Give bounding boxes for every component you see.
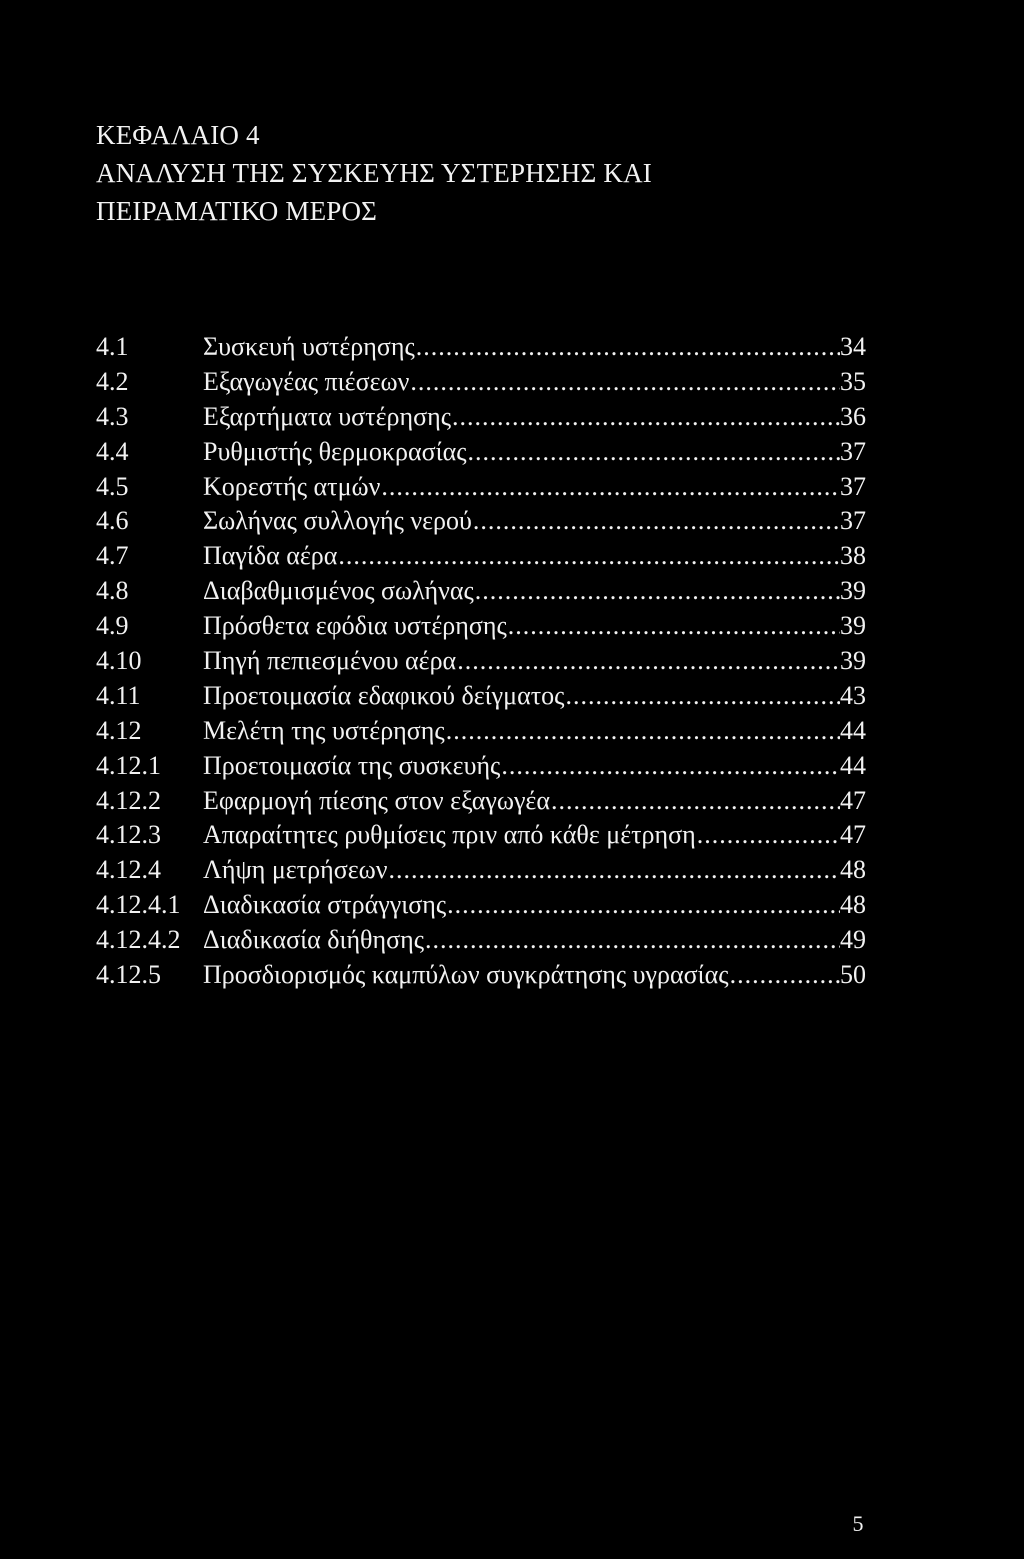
toc-entry-page: 49 — [840, 925, 866, 955]
toc-entry-page: 44 — [840, 750, 866, 780]
toc-entry-title: Παγίδα αέρα — [203, 541, 338, 571]
toc-entry — [96, 365, 866, 400]
page-number: 5 — [852, 1511, 864, 1536]
toc-leader-dots — [456, 644, 840, 679]
toc-entry — [96, 679, 866, 714]
toc-entry — [96, 574, 866, 609]
toc-entry-page: 34 — [840, 332, 866, 361]
toc-entry-number: 4.3 — [96, 401, 129, 431]
toc-leader-dots — [415, 330, 840, 365]
toc-entry-number: 4.7 — [96, 541, 129, 571]
toc-leader-dots — [472, 504, 840, 539]
toc-entry-number: 4.4 — [96, 436, 129, 466]
toc-entry-number: 4.1 — [96, 332, 129, 361]
toc-leader-dots — [507, 609, 840, 644]
toc-entry — [96, 749, 866, 784]
toc-entry-number: 4.12 — [96, 715, 142, 745]
toc-entry-number: 4.2 — [96, 366, 129, 396]
toc-leader-dots — [446, 888, 840, 923]
toc-entry — [96, 818, 866, 853]
toc-entry — [96, 504, 866, 539]
chapter-label: ΚΕΦΑΛΑΙΟ 4 — [96, 120, 260, 150]
toc-leader-dots — [474, 574, 840, 609]
toc-entry-title: Σωλήνας συλλογής νερού — [203, 506, 472, 536]
toc-entry-title: Κορεστής ατμών — [203, 471, 381, 501]
toc-entry-number: 4.12.4.2 — [96, 925, 181, 955]
toc-entry-page: 37 — [840, 506, 866, 536]
toc-entry-number: 4.9 — [96, 611, 129, 641]
toc-entry-page: 36 — [840, 401, 866, 431]
toc-entry-number: 4.12.4 — [96, 855, 161, 885]
toc-entry — [96, 609, 866, 644]
toc-entry-page: 43 — [840, 680, 866, 710]
toc-entry-page: 48 — [840, 855, 866, 885]
toc-entry-number: 4.12.1 — [96, 750, 161, 780]
toc-entry-number: 4.12.4.1 — [96, 890, 181, 920]
chapter-heading — [96, 116, 896, 230]
toc-entry-page: 44 — [840, 715, 866, 745]
chapter-title-line-1: ΑΝΑΛΥΣΗ ΤΗΣ ΣΥΣΚΕΥΗΣ ΥΣΤΕΡΗΣΗΣ ΚΑΙ — [96, 158, 652, 188]
toc-leader-dots — [445, 714, 840, 749]
toc-leader-dots — [409, 365, 840, 400]
toc-entry-title: Εξαγωγέας πιέσεων — [203, 366, 410, 396]
toc-entry — [96, 435, 866, 470]
toc-entry-page: 50 — [840, 960, 866, 990]
toc-entry-page: 37 — [840, 436, 866, 466]
toc-entry — [96, 644, 866, 679]
table-of-contents — [96, 330, 866, 993]
toc-entry-page: 47 — [840, 785, 866, 815]
toc-entry-title: Πηγή πεπιεσμένου αέρα — [203, 646, 457, 676]
toc-entry — [96, 539, 866, 574]
toc-entry — [96, 714, 866, 749]
toc-entry-number: 4.8 — [96, 576, 129, 606]
toc-entry — [96, 400, 866, 435]
toc-entry-title: Πρόσθετα εφόδια υστέρησης — [203, 611, 507, 641]
toc-entry-number: 4.12.2 — [96, 785, 161, 815]
toc-entry-page: 37 — [840, 471, 866, 501]
toc-entry — [96, 888, 866, 923]
chapter-title-line-2: ΠΕΙΡΑΜΑΤΙΚΟ ΜΕΡΟΣ — [96, 196, 378, 226]
toc-leader-dots — [467, 435, 841, 470]
toc-entry-number: 4.11 — [96, 680, 141, 710]
toc-leader-dots — [424, 923, 840, 958]
toc-entry-title: Εφαρμογή πίεσης στον εξαγωγέα — [203, 785, 550, 815]
toc-entry — [96, 923, 866, 958]
toc-entry — [96, 958, 866, 993]
toc-entry — [96, 330, 866, 365]
toc-entry-title: Λήψη μετρήσεων — [203, 855, 388, 885]
toc-entry-title: Προετοιμασία εδαφικού δείγματος — [203, 680, 565, 710]
toc-entry-title: Ρυθμιστής θερμοκρασίας — [203, 436, 467, 466]
toc-leader-dots — [451, 400, 840, 435]
toc-entry — [96, 470, 866, 505]
toc-leader-dots — [388, 853, 840, 888]
toc-leader-dots — [500, 749, 840, 784]
toc-leader-dots — [729, 958, 840, 993]
toc-entry-title: Εξαρτήματα υστέρησης — [203, 401, 452, 431]
toc-entry-number: 4.12.5 — [96, 960, 161, 990]
toc-entry-page: 39 — [840, 611, 866, 641]
toc-entry-page: 39 — [840, 646, 866, 676]
toc-entry-title: Συσκευή υστέρησης — [203, 332, 415, 361]
toc-entry-page: 47 — [840, 820, 866, 850]
toc-entry-number: 4.6 — [96, 506, 129, 536]
toc-entry-title: Προετοιμασία της συσκευής — [203, 750, 501, 780]
toc-entry-page: 35 — [840, 366, 866, 396]
toc-leader-dots — [337, 539, 840, 574]
toc-entry-number: 4.12.3 — [96, 820, 161, 850]
toc-leader-dots — [564, 679, 840, 714]
toc-entry-title: Απαραίτητες ρυθμίσεις πριν από κάθε μέτρηση — [203, 820, 696, 850]
toc-entry-number: 4.5 — [96, 471, 129, 501]
toc-entry — [96, 853, 866, 888]
toc-entry-title: Διαδικασία διήθησης — [203, 925, 425, 955]
toc-leader-dots — [696, 818, 840, 853]
toc-entry-title: Διαβαθμισμένος σωλήνας — [203, 576, 474, 606]
toc-entry-page: 39 — [840, 576, 866, 606]
toc-entry-title: Προσδιορισμός καμπύλων συγκράτησης υγρασίας — [203, 960, 729, 990]
toc-entry — [96, 784, 866, 819]
toc-entry-number: 4.10 — [96, 646, 142, 676]
toc-leader-dots — [550, 784, 840, 819]
toc-leader-dots — [380, 470, 840, 505]
toc-entry-title: Μελέτη της υστέρησης — [203, 715, 445, 745]
toc-entry-page: 38 — [840, 541, 866, 571]
toc-entry-title: Διαδικασία στράγγισης — [203, 890, 447, 920]
toc-entry-page: 48 — [840, 890, 866, 920]
